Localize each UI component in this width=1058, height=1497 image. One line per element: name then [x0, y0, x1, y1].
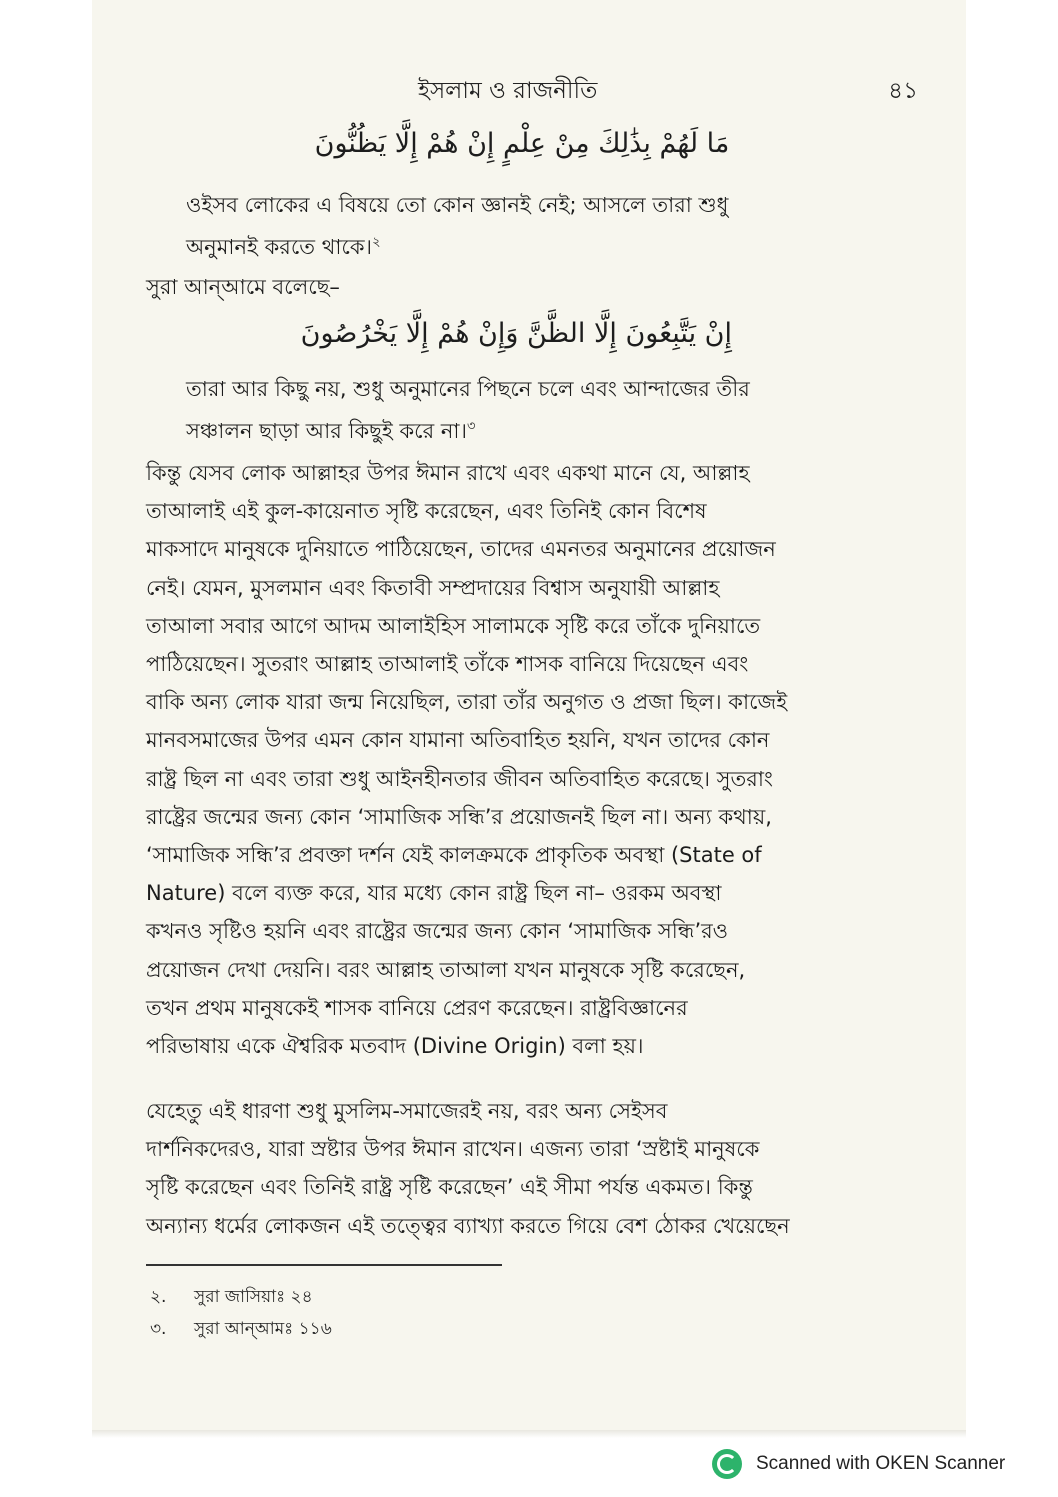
- footnote-divider: [146, 1264, 502, 1266]
- verse-1-line-1: ওইসব লোকের এ বিষয়ে তো কোন জ্ঞানই নেই; আসলে তারা শুধু: [186, 193, 729, 217]
- paragraph-line: পাঠিয়েছেন। সুতরাং আল্লাহ তাআলাই তাঁকে শাসক বানিয়ে দিয়েছেন এবং: [146, 652, 749, 677]
- verse-2-line-2: সঞ্চালন ছাড়া আর কিছুই করে না।: [186, 419, 467, 443]
- paragraph-line: রাষ্ট্রের জন্মের জন্য কোন ‘সামাজিক সন্ধি’র প্রয়োজনই ছিল না। অন্য কথায়,: [146, 804, 772, 829]
- paragraph-line: বাকি অন্য লোক যারা জন্ম নিয়েছিল, তারা তাঁর অনুগত ও প্রজা ছিল। কাজেই: [146, 690, 788, 715]
- page-edge: [92, 1430, 966, 1438]
- footnote-text: সুরা আন্আমঃ ১১৬: [194, 1319, 332, 1339]
- arabic-verse-2: إِنْ يَتَّبِعُونَ إِلَّا الظَّنَّ وَإِنْ هُمْ إِلَّا يَخْرُصُونَ: [300, 318, 732, 349]
- paragraph-line: প্রয়োজন দেখা দেয়নি। বরং আল্লাহ তাআলা যখন মানুষকে সৃষ্টি করেছেন,: [146, 957, 746, 982]
- footnote-2: [150, 1284, 313, 1312]
- running-title: ইসলাম ও রাজনীতি: [418, 78, 598, 104]
- paragraph-line: তাআলাই এই কুল-কায়েনাত সৃষ্টি করেছেন, এবং তিনিই কোন বিশেষ: [146, 499, 707, 524]
- paragraph-line: সৃষ্টি করেছেন এবং তিনিই রাষ্ট্র সৃষ্টি করেছেন’ এই সীমা পর্যন্ত একমত। কিন্তু: [146, 1175, 753, 1200]
- footnote-text: সুরা জাসিয়াঃ ২৪: [194, 1287, 313, 1307]
- verse-2-line-1: তারা আর কিছু নয়, শুধু অনুমানের পিছনে চলে এবং আন্দাজের তীর: [186, 377, 750, 401]
- intro-sura-anam: সুরা আন্আমে বলেছে–: [146, 275, 340, 299]
- paragraph-line: দার্শনিকদেরও, যারা স্রষ্টার উপর ঈমান রাখেন। এজন্য তারা ‘স্রষ্টাই মানুষকে: [146, 1137, 760, 1162]
- paragraph-line: কখনও সৃষ্টিও হয়নি এবং রাষ্ট্রের জন্মের জন্য কোন ‘সামাজিক সন্ধি’রও: [146, 919, 729, 944]
- verse-1-translation: [186, 186, 862, 266]
- running-header: [92, 72, 966, 112]
- paragraph-2: [146, 1092, 892, 1245]
- watermark-text: Scanned with OKEN Scanner: [756, 1453, 1006, 1474]
- paragraph-line: ‘সামাজিক সন্ধি’র প্রবক্তা দর্শন যেই কালক্রমকে প্রাকৃতিক অবস্থা (State of: [146, 843, 762, 868]
- paragraph-line: অন্যান্য ধর্মের লোকজন এই তত্ত্বের ব্যাখ্যা করতে গিয়ে বেশ ঠোকর খেয়েছেন: [146, 1213, 790, 1238]
- oken-scanner-logo-icon: [712, 1449, 742, 1479]
- paragraph-line: মাকসাদে মানুষকে দুনিয়াতে পাঠিয়েছেন, তাদের এমনতর অনুমানের প্রয়োজন: [146, 537, 776, 562]
- paragraph-line: তখন প্রথম মানুষকেই শাসক বানিয়ে প্রেরণ করেছেন। রাষ্ট্রবিজ্ঞানের: [146, 995, 688, 1020]
- paragraph-line: কিন্তু যেসব লোক আল্লাহর উপর ঈমান রাখে এবং একথা মানে যে, আল্লাহ: [146, 461, 750, 485]
- footnote-number: ২.: [150, 1287, 167, 1307]
- footnote-number: ৩.: [150, 1319, 167, 1339]
- footnote-3: [150, 1316, 332, 1344]
- paragraph-line: Nature) বলে ব্যক্ত করে, যার মধ্যে কোন রাষ্ট্র ছিল না– ওরকম অবস্থা: [146, 881, 722, 906]
- footnote-ref-3: ৩: [466, 419, 476, 434]
- verse-2-translation: [186, 370, 862, 450]
- paragraph-line: পরিভাষায় একে ঐশ্বরিক মতবাদ (Divine Origin) বলা হয়।: [146, 1034, 644, 1059]
- footnote-ref-2: ২: [372, 235, 381, 250]
- arabic-verse-1: مَا لَهُمْ بِذَٰلِكَ مِنْ عِلْمٍ إِنْ هُمْ إِلَّا يَظُنُّونَ: [314, 128, 730, 159]
- paragraph-line: নেই। যেমন, মুসলমান এবং কিতাবী সম্প্রদায়ের বিশ্বাস অনুযায়ী আল্লাহ: [146, 575, 720, 600]
- paragraph-1: [146, 454, 892, 1065]
- paragraph-line: যেহেতু এই ধারণা শুধু মুসলিম-সমাজেরই নয়, বরং অন্য সেইসব: [146, 1099, 668, 1123]
- paragraph-line: তাআলা সবার আগে আদম আলাইহিস সালামকে সৃষ্টি করে তাঁকে দুনিয়াতে: [146, 613, 761, 638]
- paragraph-line: রাষ্ট্র ছিল না এবং তারা শুধু আইনহীনতার জীবন অতিবাহিত করেছে। সুতরাং: [146, 766, 773, 791]
- paragraph-line: মানবসমাজের উপর এমন কোন যামানা অতিবাহিত হয়নি, যখন তাদের কোন: [146, 728, 770, 753]
- page-number: ৪১: [888, 78, 918, 104]
- scanner-watermark: [712, 1447, 1005, 1481]
- verse-1-line-2: অনুমানই করতে থাকে।: [186, 235, 373, 259]
